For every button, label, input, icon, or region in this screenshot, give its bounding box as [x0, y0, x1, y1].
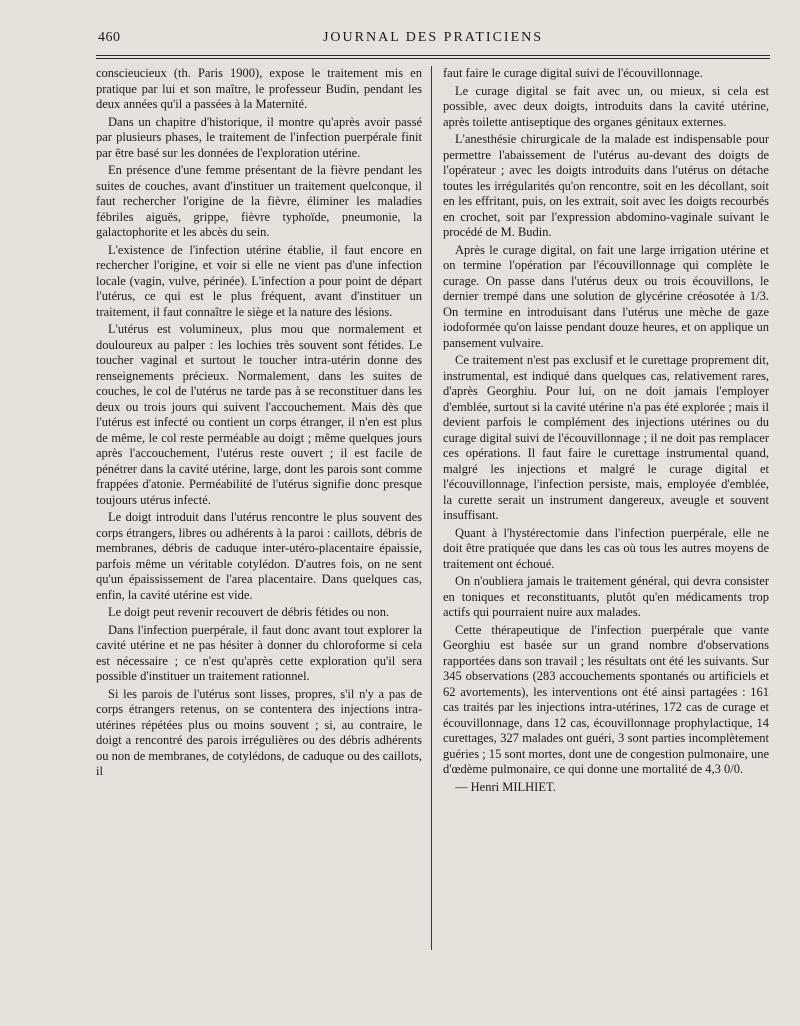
paragraph: Ce traitement n'est pas exclusif et le curettage proprement dit, instrumental, est indiqué dans quelques cas, relativement rares, d'après Georghiu. Pour lui, on ne doit jamais l'employer d'emblée, surtout si la cavité utérine n'a pas été explorée ; mais il devient parfois le complément des injections utérines ou du curage digital suivi de l'écouvillonnage ; il ne doit pas remplacer ces opérations. Il faut faire le curettage instrumental quand, malgré les injections et malgré le curage digital et l'écouvillonnage, l'infection persiste, mais, employée d'emblée, la curette serait un instrument dangereux, aveugle et souvent insuffisant. [443, 353, 769, 522]
left-column [96, 66, 422, 780]
header-rule [96, 55, 770, 56]
author-signature: — Henri MILHIET. [455, 779, 556, 794]
paragraph: L'anesthésie chirurgicale de la malade est indispensable pour permettre l'abaissement de l'utérus au-devant des doigts de l'opérateur ; avec les doigts introduits dans l'utérus on détache toutes les irrégularités qu'on rencontre, soit en les décollant, soit en les effritant, puis, on les extrait, soit avec les doigts recourbés en crochet, soit par l'expression abdomino-vaginale suivant le procédé de M. Budin. [443, 132, 769, 239]
paragraph: conscieucieux (th. Paris 1900), expose le traitement mis en pratique par lui et son maître, le professeur Budin, pendant les deux années qu'il a passées à la Maternité. [96, 66, 422, 111]
paragraph: Si les parois de l'utérus sont lisses, propres, s'il n'y a pas de corps étrangers retenus, on se contentera des injections intra-utérines répétées plus ou moins souvent ; si, au contraire, le doigt a rencontré des parois irrégulières ou des débris adhérents ou non de membranes, de cotylédons, de caduque ou des caillots, il [96, 686, 422, 778]
paragraph: Le doigt introduit dans l'utérus rencontre le plus souvent des corps étrangers, libres ou adhérents à la paroi : caillots, débris de membranes, débris de caduque inter-utéro-placentaire épaissie, parfois même un véritable cotylédon. D'autres fois, on ne sent qu'un épaississement de l'area placentaire. Dans quelques cas, enfin, la cavité utérine est vide. [96, 510, 422, 602]
paragraph: Le doigt peut revenir recouvert de débris fétides ou non. [108, 605, 390, 619]
paragraph: Quant à l'hystérectomie dans l'infection puerpérale, elle ne doit être pratiquée que dans les cas où tous les autres moyens de traitement ont échoué. [443, 525, 769, 571]
column-divider [431, 66, 432, 950]
paragraph: Le curage digital se fait avec un, ou mieux, si cela est possible, avec deux doigts, introduits dans la cavité utérine, après toilette antiseptique des organes génitaux externes. [443, 83, 769, 129]
paragraph: En présence d'une femme présentant de la fièvre pendant les suites de couches, avant d'instituer un traitement quelconque, il faut rechercher l'origine de la fièvre, éliminer les maladies fébriles aiguës, grippe, fièvre typhoïde, pneumonie, la galactophorite et les abcès du sein. [96, 163, 422, 239]
right-column [443, 66, 769, 795]
header-rule-thin [96, 58, 770, 59]
paragraph: L'utérus est volumineux, plus mou que normalement et douloureux au palper : les lochies très souvent sont fétides. Le toucher vaginal et surtout le toucher intra-utérin donne des renseignements précieux. Normalement, dans les suites de couches, le col de l'utérus ne tarde pas à se reconstituer dans les deux ou trois jours qui suivent l'accouchement. Mais dès que l'utérus est infecté ou contient un corps étranger, il n'en est plus de même, le col reste perméable au doigt ; même quelques jours après l'accouchement, l'utérus reste ouvert ; il est facile de pénétrer dans la cavité utérine, large, dont les parois sont comme frappées d'atonie. Perméabilité de l'utérus signifie donc presque toujours utérus infecté. [96, 322, 422, 507]
paragraph: Cette thérapeutique de l'infection puerpérale que vante Georghiu est basée sur un grand nombre d'observations rapportées dans son travail ; les résultats ont été les suivants. Sur 345 observations (283 accouchements spontanés ou artificiels et 62 avortements), les interventions ont été ainsi partagées : 161 cas traités par les injections intra-utérines, 172 cas de curage et écouvillonnage, dans 12 cas, écouvillonnage prophylactique, 14 curettages, 327 malades ont guéri, 3 sont parties incomplètement guéries ; 15 sont mortes, dont une de congestion pulmonaire, une d'œdème pulmonaire, ce qui donne une mortalité de 4,3 0/0. [443, 622, 769, 776]
paragraph: L'existence de l'infection utérine établie, il faut encore en rechercher l'origine, et voir si elle ne vient pas d'une infection locale (vagin, vulve, périnée). L'infection a pour point de départ l'utérus, ce qui est le plus fréquent, avant d'instituer un traitement, il faut connaître le siège et la nature des lésions. [96, 242, 422, 319]
page-number: 460 [98, 30, 121, 45]
page-header [98, 30, 768, 52]
paragraph: Après le curage digital, on fait une large irrigation utérine et on termine l'opération par l'écouvillonnage qui complète le curage. On passe dans l'utérus deux ou trois écouvillons, le dernier trempé dans une solution de glycérine créosotée à 1/3. On termine en introduisant dans l'utérus une mèche de gaze iodoformée qu'on laisse pendant douze heures, et on applique un pansement vulvaire. [443, 242, 769, 350]
paragraph: faut faire le curage digital suivi de l'écouvillonnage. [443, 66, 703, 80]
paragraph: Dans l'infection puerpérale, il faut donc avant tout explorer la cavité utérine et ne pas hésiter à donner du chloroforme si cela est nécessaire ; ce n'est qu'après cette exploration qu'il sera possible d'instituer un traitement rationnel. [96, 622, 422, 683]
paragraph: Dans un chapitre d'historique, il montre qu'après avoir passé par plusieurs phases, le traitement de l'infection puerpérale finit par être basé sur les données de l'exploration utérine. [96, 114, 422, 160]
running-title: JOURNAL DES PRATICIENS [322, 30, 544, 45]
paragraph: On n'oubliera jamais le traitement général, qui devra consister en toniques et reconstituants, plutôt qu'en médicaments trop actifs qui pourraient nuire aux malades. [443, 574, 769, 619]
